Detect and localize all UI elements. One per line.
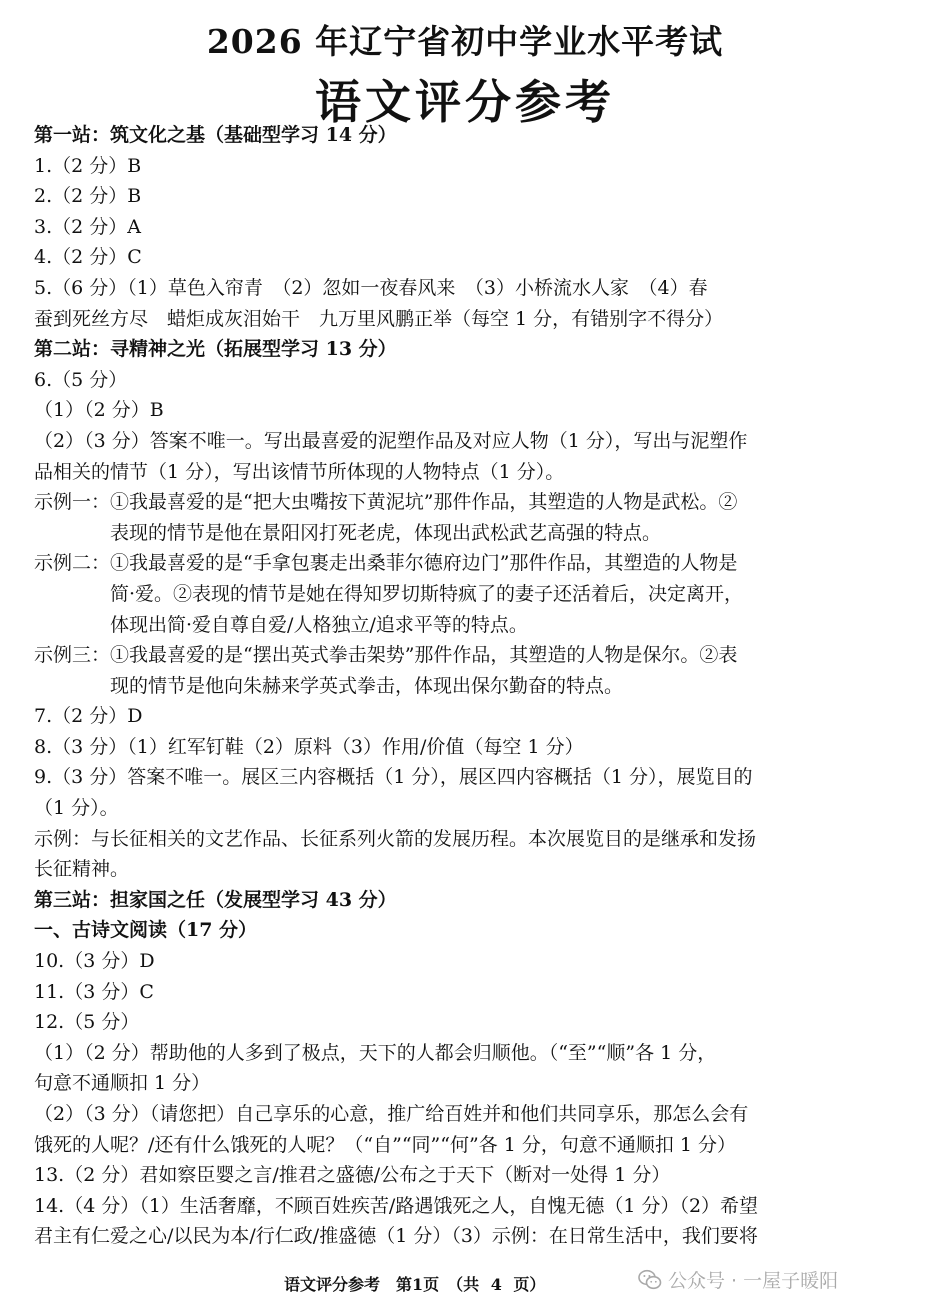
- example-line: 示例：与长征相关的文艺作品、长征系列火箭的发展历程。本次展览目的是继承和发扬: [34, 827, 757, 850]
- answer-line: 6.（5 分）: [34, 368, 128, 391]
- example-line: 现的情节是他向朱赫来学英式拳击，体现出保尔勤奋的特点。: [110, 674, 624, 697]
- section-heading: 第一站：筑文化之基（基础型学习 14 分）: [34, 124, 397, 146]
- answer-line: 4.（2 分）C: [34, 246, 142, 269]
- answer-line: 句意不通顺扣 1 分）: [34, 1072, 211, 1095]
- example-line: 示例二：①我最喜爱的是“手拿包裹走出桑菲尔德府边门”那件作品，其塑造的人物是: [34, 552, 738, 575]
- subsection-heading: 一、古诗文阅读（17 分）: [34, 919, 258, 942]
- answer-line: 1.（2 分）B: [34, 154, 142, 177]
- example-line: 简·爱。②表现的情节是她在得知罗切斯特疯了的妻子还活着后，决定离开，: [110, 582, 744, 605]
- answer-line: 君主有仁爱之心/以民为本/行仁政/推盛德（1 分）（3）示例：在日常生活中，我们要将: [34, 1225, 758, 1248]
- example-line: 体现出简·爱自尊自爱/人格独立/追求平等的特点。: [110, 613, 528, 636]
- answer-line: 10.（3 分）D: [34, 950, 155, 973]
- answer-line: 9.（3 分）答案不唯一。展区三内容概括（1 分），展区四内容概括（1 分），展览目的: [34, 766, 753, 789]
- watermark: [638, 1266, 838, 1293]
- answer-line: （1 分）。: [34, 797, 119, 820]
- wechat-icon: [638, 1269, 662, 1291]
- example-line: 示例三：①我最喜爱的是“摆出英式拳击架势”那件作品，其塑造的人物是保尔。②表: [34, 644, 738, 667]
- example-line: 表现的情节是他在景阳冈打死老虎，体现出武松武艺高强的特点。: [110, 521, 662, 544]
- document-title: 语文评分参考: [315, 75, 615, 129]
- answer-line: 饿死的人呢？/还有什么饿死的人呢？（“自”“同”“何”各 1 分，句意不通顺扣 1 分）: [34, 1133, 737, 1156]
- section-heading: 第三站：担家国之任（发展型学习 43 分）: [34, 888, 397, 911]
- watermark-text: 公众号 · 一屋子暖阳: [668, 1270, 839, 1292]
- answer-line: 2.（2 分）B: [34, 185, 142, 208]
- answer-line: 13.（2 分）君如察臣婴之言/推君之盛德/公布之于天下（断对一处得 1 分）: [34, 1164, 671, 1187]
- answer-line: 7.（2 分）D: [34, 705, 143, 728]
- answer-line: （1）（2 分）B: [34, 399, 164, 422]
- page-footer: 语文评分参考 第1页 （共 4 页）: [284, 1275, 546, 1294]
- answer-line: （2）（3 分）（请您把）自己享乐的心意，推广给百姓并和他们共同享乐，那怎么会有: [34, 1103, 749, 1125]
- answer-line: 5.（6 分）（1）草色入帘青 （2）忽如一夜春风来 （3）小桥流水人家 （4）春: [34, 276, 708, 299]
- answer-line: （2）（3 分）答案不唯一。写出最喜爱的泥塑作品及对应人物（1 分），写出与泥塑作: [34, 429, 748, 452]
- answer-line: 12.（5 分）: [34, 1011, 140, 1034]
- section-heading: 第二站：寻精神之光（拓展型学习 13 分）: [34, 338, 397, 361]
- answer-line: 8.（3 分）（1）红军钉鞋（2）原料（3）作用/价值（每空 1 分）: [34, 735, 584, 758]
- answer-line: （1）（2 分）帮助他的人多到了极点，天下的人都会归顺他。（“至”“顺”各 1 分，: [34, 1041, 717, 1064]
- answer-body: [34, 120, 870, 1252]
- example-line: 示例一：①我最喜爱的是“把大虫嘴按下黄泥坑”那件作品，其塑造的人物是武松。②: [34, 491, 738, 514]
- answer-line: 14.（4 分）（1）生活奢靡，不顾百姓疾苦/路遇饿死之人，自愧无德（1 分）（2）希望: [34, 1194, 759, 1217]
- exam-title: 2026 年辽宁省初中学业水平考试: [206, 22, 724, 61]
- answer-line: 蚕到死丝方尽 蜡炬成灰泪始干 九万里风鹏正举（每空 1 分，有错别字不得分）: [34, 307, 724, 330]
- answer-line: 品相关的情节（1 分），写出该情节所体现的人物特点（1 分）。: [34, 460, 565, 483]
- answer-line: 3.（2 分）A: [34, 215, 141, 238]
- answer-line: 11.（3 分）C: [34, 980, 154, 1003]
- example-line: 长征精神。: [34, 858, 130, 881]
